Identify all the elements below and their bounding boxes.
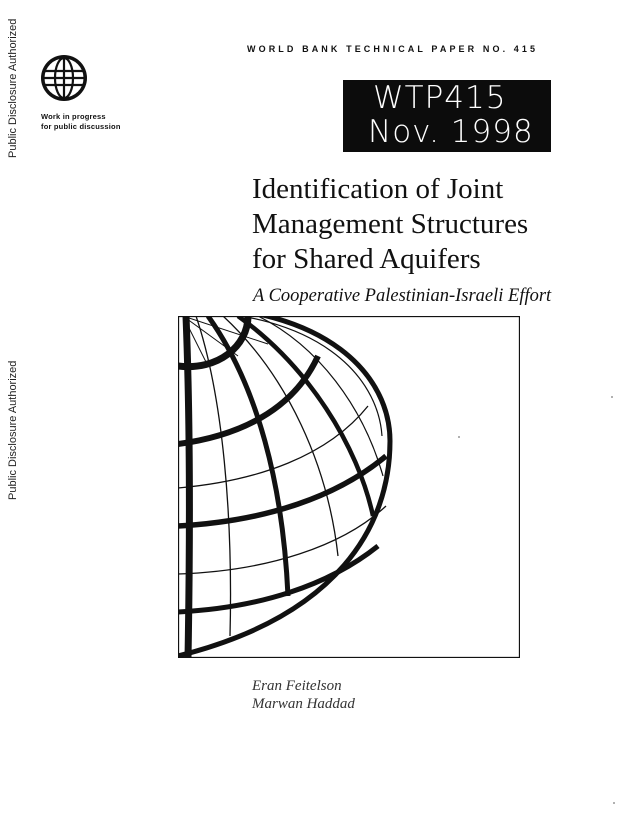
title-line: for Shared Aquifers [252,243,481,275]
scan-speck [613,802,615,804]
stamp-date: Nov. 1998 [368,114,534,150]
author-name: Marwan Haddad [252,696,355,712]
series-heading: WORLD BANK TECHNICAL PAPER NO. 415 [247,44,539,54]
title-line: Identification of Joint [252,173,504,205]
document-subtitle: A Cooperative Palestinian-Israeli Effort [253,286,552,306]
stamp-code: WTP415 [373,80,507,116]
status-line: Work in progress [41,112,106,121]
title-line: Management Structures [252,208,529,240]
scan-speck [458,436,460,438]
disclosure-label: Public Disclosure Authorized [7,360,19,500]
author-name: Eran Feitelson [252,678,342,694]
globe-grid-icon [178,316,520,658]
document-title [252,172,612,277]
disclosure-label: Public Disclosure Authorized [7,18,19,158]
status-line: for public discussion [41,122,121,131]
world-bank-globe-icon [40,54,88,102]
handwritten-stamp [343,80,551,152]
scan-speck [611,396,613,398]
